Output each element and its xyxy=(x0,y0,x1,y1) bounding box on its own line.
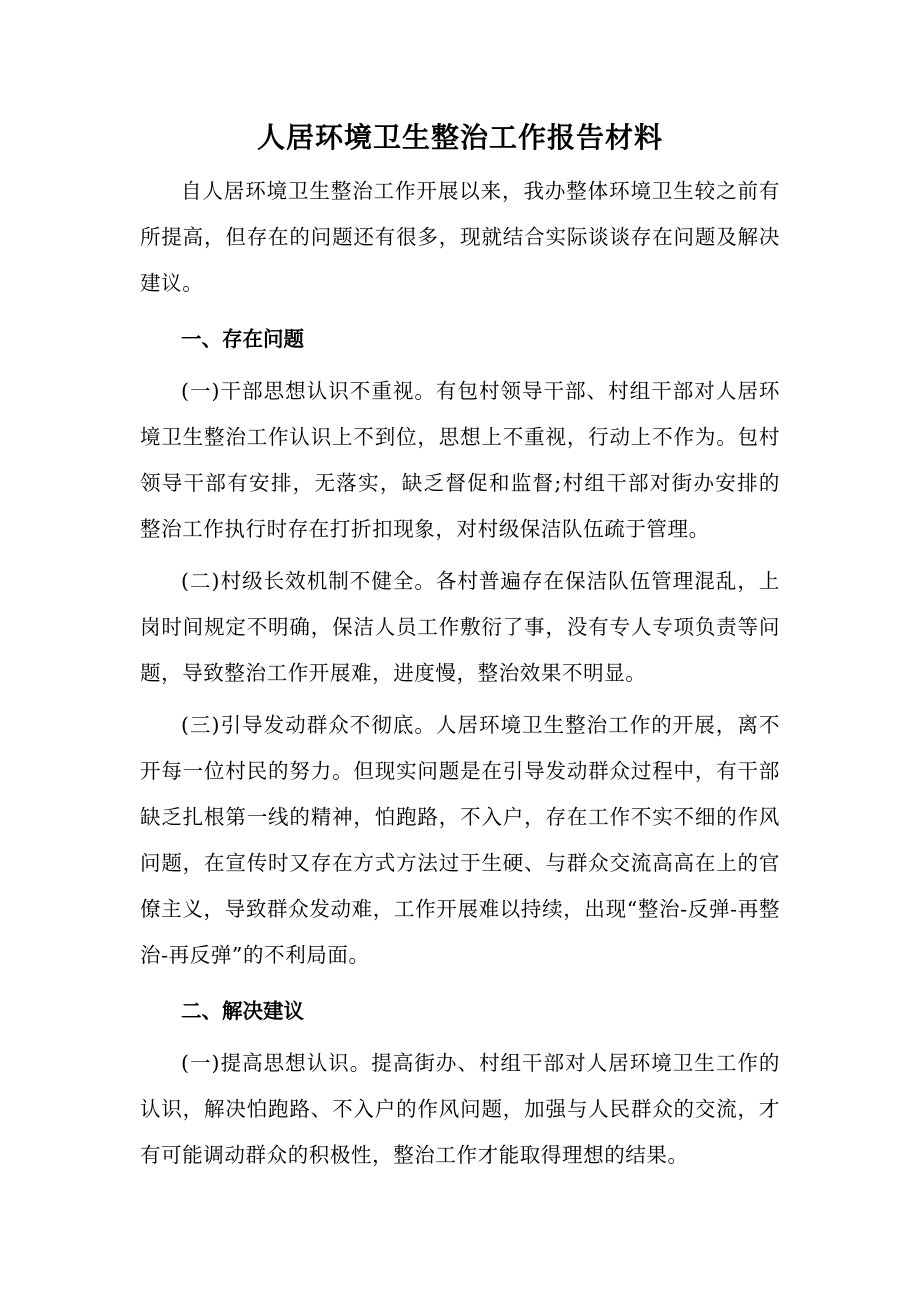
section-heading-problems: 一、存在问题 xyxy=(181,327,304,351)
suggestion-item-1: (一)提高思想认识。提高街办、村组干部对人居环境卫生工作的认识，解决怕跑路、不入户的作风问题，加强与人民群众的交流，才有可能调动群众的积极性，整治工作才能取得理想的结果。 xyxy=(140,1051,780,1167)
intro-paragraph: 自人居环境卫生整治工作开展以来，我办整体环境卫生较之前有所提高，但存在的问题还有很多，现就结合实际谈谈存在问题及解决建议。 xyxy=(140,179,780,295)
section-heading-suggestions: 二、解决建议 xyxy=(181,999,304,1023)
problem-item-3: (三)引导发动群众不彻底。人居环境卫生整治工作的开展，离不开每一位村民的努力。但现实问题是在引导发动群众过程中，有干部缺乏扎根第一线的精神，怕跑路，不入户，存在工作不实不细的作风问题，在宣传时又存在方式方法过于生硬、与群众交流高高在上的官僚主义，导致群众发动难，工作开展难以持续，出现“整治-反弹-再整治-再反弹”的不利局面。 xyxy=(140,713,780,967)
problem-item-1: (一)干部思想认识不重视。有包村领导干部、村组干部对人居环境卫生整治工作认识上不到位，思想上不重视，行动上不作为。包村领导干部有安排，无落实，缺乏督促和监督;村组干部对街办安排的整治工作执行时存在打折扣现象，对村级保洁队伍疏于管理。 xyxy=(140,379,780,541)
document-title: 人居环境卫生整治工作报告材料 xyxy=(256,121,663,154)
problem-item-2: (二)村级长效机制不健全。各村普遍存在保洁队伍管理混乱，上岗时间规定不明确，保洁人员工作敷衍了事，没有专人专项负责等问题，导致整治工作开展难，进度慢，整治效果不明显。 xyxy=(140,569,780,685)
